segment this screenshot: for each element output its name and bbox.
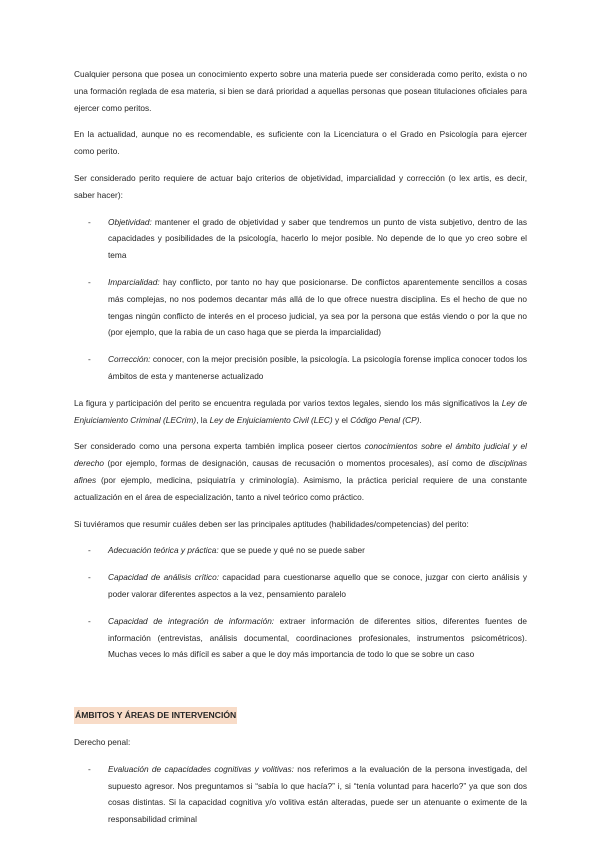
aptitudes-list [74, 542, 527, 663]
list-item-text: extraer información de diferentes sitios, diferentes fuentes de información (entrevistas, análisis documental, coordinaciones profesionales, instrumentos psicométricos). Muchas veces lo más difícil es saber a que le doy más importancia de todo lo que se sobre un caso [108, 615, 527, 660]
list-item-text: hay conflicto, por tanto no hay que posicionarse. De conflictos aparentemente sencillos a cosas más complejas, no nos podemos decantar más allá de lo que ofrece nuestra disciplina. Es el hecho de que no tengas ningún conflicto de interés en el proceso judicial, ya sea por la persona que estás viendo o por la que no (por ejemplo, que la rabia de un caso haga que se pierda la imparcialidad) [108, 276, 527, 338]
penal-list [74, 761, 527, 828]
dash-bullet: - [88, 615, 91, 626]
text-run: (por ejemplo, medicina, psiquiatría y criminología). Asimismo, la práctica pericial requiere de una constante actualización en el área de especialización, tanto a nivel teórico como práctico. [74, 474, 527, 502]
list-item-term: Imparcialidad: [108, 276, 160, 287]
document-body [74, 66, 527, 838]
criteria-list [74, 214, 527, 385]
list-item-term: Evaluación de capacidades cognitivas y volitivas: [108, 763, 294, 774]
list-item [74, 214, 527, 264]
emphasis-disciplines: disciplinas afines [74, 458, 527, 485]
emphasis-judicial: conocimientos sobre el ámbito judicial y el derecho [74, 441, 527, 469]
law-lecrim: Ley de Enjuiciamiento Criminal (LECrim) [74, 397, 527, 425]
list-item-term: Adecuación teórica y práctica: [108, 545, 219, 556]
text-run: (por ejemplo, formas de designación, causas de recusación o momentos procesales), así como de [103, 458, 489, 469]
list-item [74, 351, 527, 385]
dash-bullet: - [88, 276, 91, 287]
list-item-text: conocer, con la mejor precisión posible, la psicología. La psicología forense implica conocer todos los ámbitos de esta y mantenerse actualizado [108, 354, 527, 381]
list-item [74, 542, 527, 559]
law-cp: Código Penal (CP) [350, 414, 420, 425]
dash-bullet: - [88, 763, 91, 774]
paragraph-perito-definition: Cualquier persona que posea un conocimiento experto sobre una materia puede ser considerada como perito, exista o no una formación reglada de esa materia, si bien se dará prioridad a aquellas personas que posean titulaciones oficiales para ejercer como peritos. [74, 69, 527, 113]
list-item-term: Corrección: [108, 354, 151, 365]
list-item-text: nos referimos a la evaluación de la persona investigada, del supuesto agresor. Nos preguntamos si “sabía lo que hacía?” i, si “tenía voluntad para hacerlo?” ya que son dos cosas distintas. Si la capacidad cognitiva y/o volitiva están alteradas, puede ser un atenuante o eximente de la responsabilidad criminal [108, 763, 527, 825]
text-run: . [419, 414, 422, 425]
paragraph-licenciatura: En la actualidad, aunque no es recomendable, es suficiente con la Licenciatura o el Grado en Psicología para ejercer como perito. [74, 129, 527, 157]
list-item [74, 569, 527, 603]
law-lec: Ley de Enjuiciamiento Civil (LEC) [209, 414, 333, 425]
list-item [74, 274, 527, 341]
dash-bullet: - [88, 354, 91, 365]
paragraph-expert-knowledge [74, 438, 527, 505]
text-run: y el [332, 414, 351, 425]
text-run: Ser considerado como una persona experta también implica poseer ciertos [74, 441, 365, 452]
subheading-derecho-penal: Derecho penal: [74, 736, 131, 747]
text-run: La figura y participación del perito se encuentra regulada por varios textos legales, siendo los más significativos la [74, 397, 502, 408]
paragraph-legal-texts [74, 395, 527, 429]
paragraph-aptitudes-intro: Si tuviéramos que resumir cuáles deben ser las principales aptitudes (habilidades/competencias) del perito: [74, 518, 469, 529]
section-title: ÁMBITOS Y ÁREAS DE INTERVENCIÓN [74, 707, 237, 724]
dash-bullet: - [88, 545, 91, 556]
list-item [74, 613, 527, 663]
list-item-text: mantener el grado de objetividad y saber que tendremos un punto de vista subjetivo, dentro de las capacidades y posibilidades de la psicología, hacerlo lo mejor posible. No depende de lo que yo creo sobre el tema [108, 216, 527, 261]
paragraph-criteria-intro: Ser considerado perito requiere de actuar bajo criterios de objetividad, imparcialidad y corrección (o lex artis, es decir, saber hacer): [74, 172, 527, 200]
list-item-term: Capacidad de análisis crítico: [108, 572, 220, 583]
dash-bullet: - [88, 216, 91, 227]
list-item-term: Capacidad de integración de información: [108, 615, 275, 626]
list-item-term: Objetividad: [108, 216, 152, 227]
list-item-text: que se puede y qué no se puede saber [218, 545, 365, 556]
list-item-text: capacidad para cuestionarse aquello que se conoce, juzgar con cierto análisis y poder valorar diferentes aspectos a la vez, pensamiento paralelo [108, 572, 527, 599]
dash-bullet: - [88, 572, 91, 583]
list-item [74, 761, 527, 828]
text-run: , la [196, 414, 210, 425]
